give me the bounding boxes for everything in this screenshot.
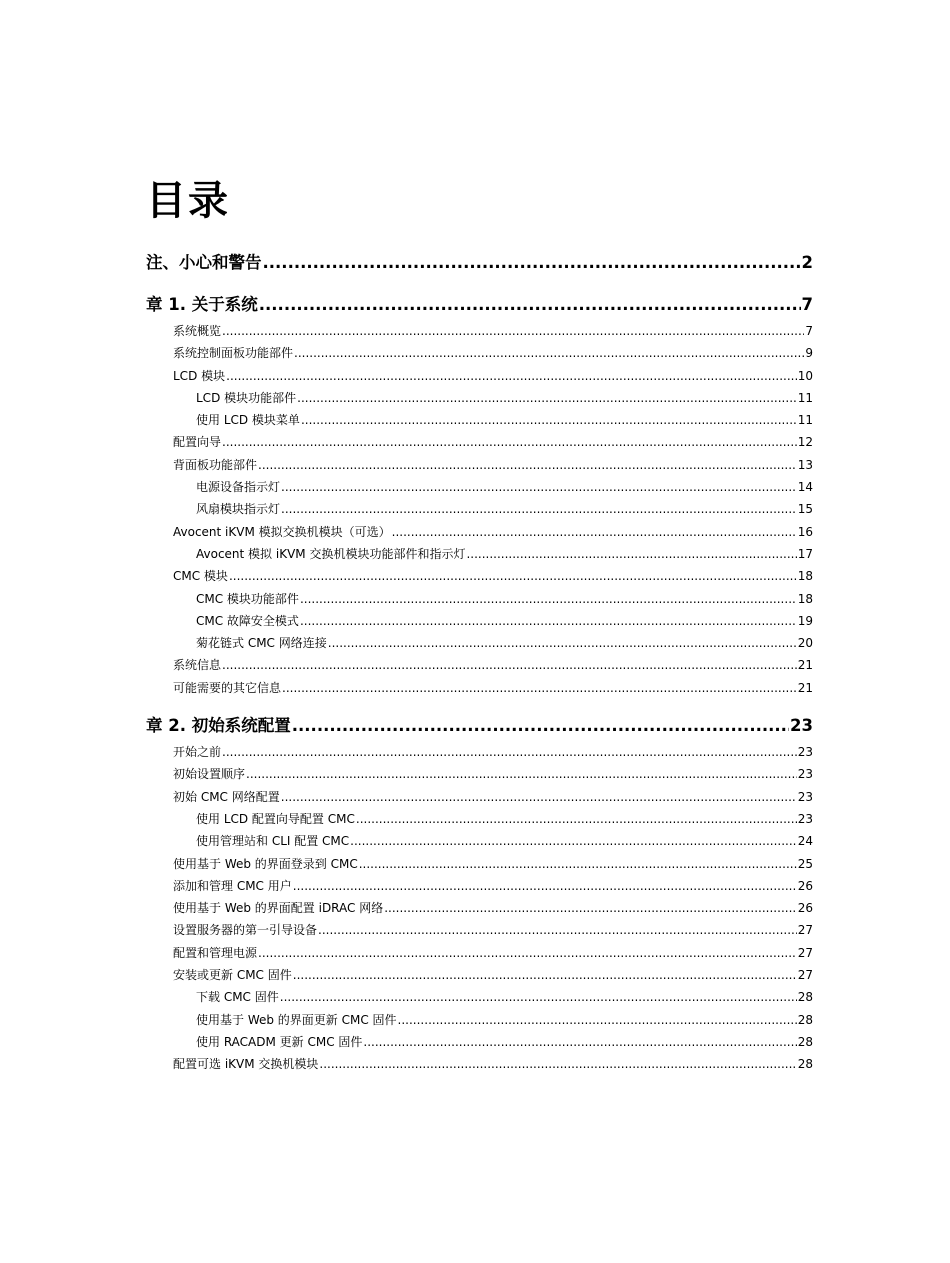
toc-entry[interactable] bbox=[146, 741, 813, 763]
toc-entry-title: 背面板功能部件 bbox=[173, 457, 258, 472]
toc-entry[interactable] bbox=[146, 763, 813, 785]
toc-entry-title: 初始设置顺序 bbox=[173, 767, 246, 782]
toc-entry[interactable] bbox=[146, 654, 813, 676]
dot-leader bbox=[282, 677, 797, 699]
toc-entry-title: 使用基于 Web 的界面更新 CMC 固件 bbox=[196, 1012, 397, 1027]
toc-page-number: 23 bbox=[797, 767, 813, 782]
toc-entry-title: LCD 模块功能部件 bbox=[196, 390, 297, 405]
toc-entry-title: 风扇模块指示灯 bbox=[196, 502, 281, 517]
toc-page-number: 28 bbox=[797, 1057, 813, 1072]
dot-leader bbox=[300, 610, 797, 632]
toc-page-number: 11 bbox=[797, 390, 813, 405]
toc-page-number: 18 bbox=[797, 569, 813, 584]
toc-entry[interactable] bbox=[146, 786, 813, 808]
toc-entry[interactable] bbox=[146, 919, 813, 941]
toc-page-number: 28 bbox=[797, 1012, 813, 1027]
dot-leader bbox=[222, 741, 797, 763]
toc-entry-title: 可能需要的其它信息 bbox=[173, 680, 282, 695]
toc-page-number: 19 bbox=[797, 613, 813, 628]
toc-page-number: 24 bbox=[797, 834, 813, 849]
toc-entry[interactable] bbox=[146, 342, 813, 364]
toc-entry[interactable] bbox=[146, 875, 813, 897]
toc-entry[interactable] bbox=[146, 808, 813, 830]
toc-entry-title: LCD 模块 bbox=[173, 368, 226, 383]
toc-entry-title: 设置服务器的第一引导设备 bbox=[173, 923, 318, 938]
toc-entry[interactable] bbox=[146, 320, 813, 342]
toc-entry-title: CMC 模块功能部件 bbox=[196, 591, 299, 606]
toc-entry-title: 下载 CMC 固件 bbox=[196, 990, 279, 1005]
toc-page-number: 27 bbox=[797, 923, 813, 938]
toc-entry-title: Avocent 模拟 iKVM 交换机模块功能部件和指示灯 bbox=[196, 546, 466, 561]
toc-entry-title: 使用 LCD 模块菜单 bbox=[196, 413, 300, 428]
toc-entry-title: 系统信息 bbox=[173, 658, 222, 673]
dot-leader bbox=[318, 919, 797, 941]
toc-page-number: 21 bbox=[797, 680, 813, 695]
toc-entry[interactable] bbox=[146, 588, 813, 610]
toc-entry-title: 使用基于 Web 的界面登录到 CMC bbox=[173, 856, 358, 871]
dot-leader bbox=[226, 365, 797, 387]
toc-chapter-entry[interactable] bbox=[146, 290, 813, 320]
table-of-contents bbox=[146, 248, 813, 1076]
toc-entry-title: 使用基于 Web 的界面配置 iDRAC 网络 bbox=[173, 901, 384, 916]
toc-page-number: 28 bbox=[797, 1034, 813, 1049]
toc-entry-title: 电源设备指示灯 bbox=[196, 480, 281, 495]
dot-leader bbox=[293, 964, 797, 986]
toc-page-number: 28 bbox=[797, 990, 813, 1005]
dot-leader bbox=[350, 830, 797, 852]
dot-leader bbox=[392, 521, 797, 543]
toc-entry[interactable] bbox=[146, 610, 813, 632]
toc-entry-title: 添加和管理 CMC 用户 bbox=[173, 878, 292, 893]
toc-entry[interactable] bbox=[146, 454, 813, 476]
dot-leader bbox=[359, 853, 797, 875]
dot-leader bbox=[328, 632, 797, 654]
toc-entry[interactable] bbox=[146, 498, 813, 520]
toc-chapter-entry[interactable] bbox=[146, 248, 813, 278]
toc-page-number: 16 bbox=[797, 524, 813, 539]
dot-leader bbox=[301, 409, 797, 431]
toc-page-number: 23 bbox=[797, 789, 813, 804]
toc-entry[interactable] bbox=[146, 543, 813, 565]
toc-entry[interactable] bbox=[146, 1009, 813, 1031]
toc-entry-title: 使用管理站和 CLI 配置 CMC bbox=[196, 834, 350, 849]
dot-leader bbox=[281, 476, 797, 498]
toc-page-number: 13 bbox=[797, 457, 813, 472]
toc-entry-title: Avocent iKVM 模拟交换机模块（可选） bbox=[173, 524, 391, 539]
dot-leader bbox=[246, 763, 797, 785]
toc-page-number: 9 bbox=[805, 346, 813, 361]
toc-entry[interactable] bbox=[146, 387, 813, 409]
dot-leader bbox=[258, 454, 797, 476]
toc-entry[interactable] bbox=[146, 632, 813, 654]
toc-entry-title: 系统概览 bbox=[173, 324, 222, 338]
dot-leader bbox=[222, 654, 797, 676]
toc-entry-title: 安装或更新 CMC 固件 bbox=[173, 968, 292, 983]
toc-entry-title: 配置和管理电源 bbox=[173, 945, 258, 960]
dot-leader bbox=[300, 588, 797, 610]
toc-entry[interactable] bbox=[146, 565, 813, 587]
dot-leader bbox=[294, 342, 804, 364]
toc-entry[interactable] bbox=[146, 1053, 813, 1075]
toc-page-number: 7 bbox=[805, 324, 813, 338]
toc-page-number: 12 bbox=[797, 435, 813, 450]
dot-leader bbox=[292, 711, 789, 741]
toc-entry[interactable] bbox=[146, 830, 813, 852]
page-title: 目录 bbox=[146, 177, 230, 224]
toc-entry-title: 配置可选 iKVM 交换机模块 bbox=[173, 1057, 319, 1072]
toc-page-number: 7 bbox=[801, 295, 813, 314]
toc-page-number: 18 bbox=[797, 591, 813, 606]
dot-leader bbox=[281, 786, 797, 808]
dot-leader bbox=[398, 1009, 797, 1031]
toc-entry[interactable] bbox=[146, 1031, 813, 1053]
dot-leader bbox=[222, 431, 797, 453]
toc-entry[interactable] bbox=[146, 942, 813, 964]
toc-page-number: 26 bbox=[797, 901, 813, 916]
toc-entry[interactable] bbox=[146, 677, 813, 699]
toc-entry-title: 注、小心和警告 bbox=[146, 253, 262, 272]
dot-leader bbox=[319, 1053, 796, 1075]
toc-entry[interactable] bbox=[146, 986, 813, 1008]
toc-entry[interactable] bbox=[146, 365, 813, 387]
toc-page-number: 27 bbox=[797, 945, 813, 960]
toc-chapter-entry[interactable] bbox=[146, 711, 813, 741]
toc-page-number: 15 bbox=[797, 502, 813, 517]
dot-leader bbox=[466, 543, 796, 565]
toc-page-number: 25 bbox=[797, 856, 813, 871]
toc-entry-title: 使用 RACADM 更新 CMC 固件 bbox=[196, 1034, 363, 1049]
toc-entry[interactable] bbox=[146, 409, 813, 431]
toc-entry-title: 初始 CMC 网络配置 bbox=[173, 789, 280, 804]
toc-entry-title: 使用 LCD 配置向导配置 CMC bbox=[196, 811, 355, 826]
toc-entry-title: 系统控制面板功能部件 bbox=[173, 346, 294, 361]
toc-entry-title: 章 1. 关于系统 bbox=[146, 295, 258, 314]
toc-entry[interactable] bbox=[146, 853, 813, 875]
toc-page-number: 27 bbox=[797, 968, 813, 983]
toc-entry-title: 开始之前 bbox=[173, 745, 222, 760]
toc-page-number: 17 bbox=[797, 546, 813, 561]
dot-leader bbox=[263, 248, 801, 278]
dot-leader bbox=[356, 808, 797, 830]
toc-entry-title: CMC 模块 bbox=[173, 569, 228, 584]
dot-leader bbox=[229, 565, 797, 587]
dot-leader bbox=[280, 986, 797, 1008]
toc-page-number: 21 bbox=[797, 658, 813, 673]
dot-leader bbox=[384, 897, 796, 919]
toc-entry-title: 配置向导 bbox=[173, 435, 222, 450]
dot-leader bbox=[363, 1031, 796, 1053]
dot-leader bbox=[297, 387, 797, 409]
toc-entry[interactable] bbox=[146, 964, 813, 986]
toc-entry-title: 菊花链式 CMC 网络连接 bbox=[196, 636, 327, 651]
toc-page-number: 20 bbox=[797, 636, 813, 651]
toc-entry-title: 章 2. 初始系统配置 bbox=[146, 716, 291, 736]
toc-entry[interactable] bbox=[146, 476, 813, 498]
dot-leader bbox=[293, 875, 797, 897]
dot-leader bbox=[258, 942, 797, 964]
toc-page-number: 26 bbox=[797, 878, 813, 893]
toc-page-number: 10 bbox=[797, 368, 813, 383]
toc-page-number: 23 bbox=[797, 745, 813, 760]
dot-leader bbox=[281, 498, 797, 520]
toc-entry[interactable] bbox=[146, 431, 813, 453]
toc-page-number: 14 bbox=[797, 480, 813, 495]
toc-page-number: 23 bbox=[790, 716, 813, 736]
dot-leader bbox=[222, 320, 804, 342]
toc-entry[interactable] bbox=[146, 521, 813, 543]
toc-entry[interactable] bbox=[146, 897, 813, 919]
toc-entry-title: CMC 故障安全模式 bbox=[196, 613, 299, 628]
toc-page-number: 2 bbox=[801, 253, 813, 272]
toc-page-number: 11 bbox=[797, 413, 813, 428]
toc-page-number: 23 bbox=[797, 811, 813, 826]
dot-leader bbox=[259, 290, 801, 320]
